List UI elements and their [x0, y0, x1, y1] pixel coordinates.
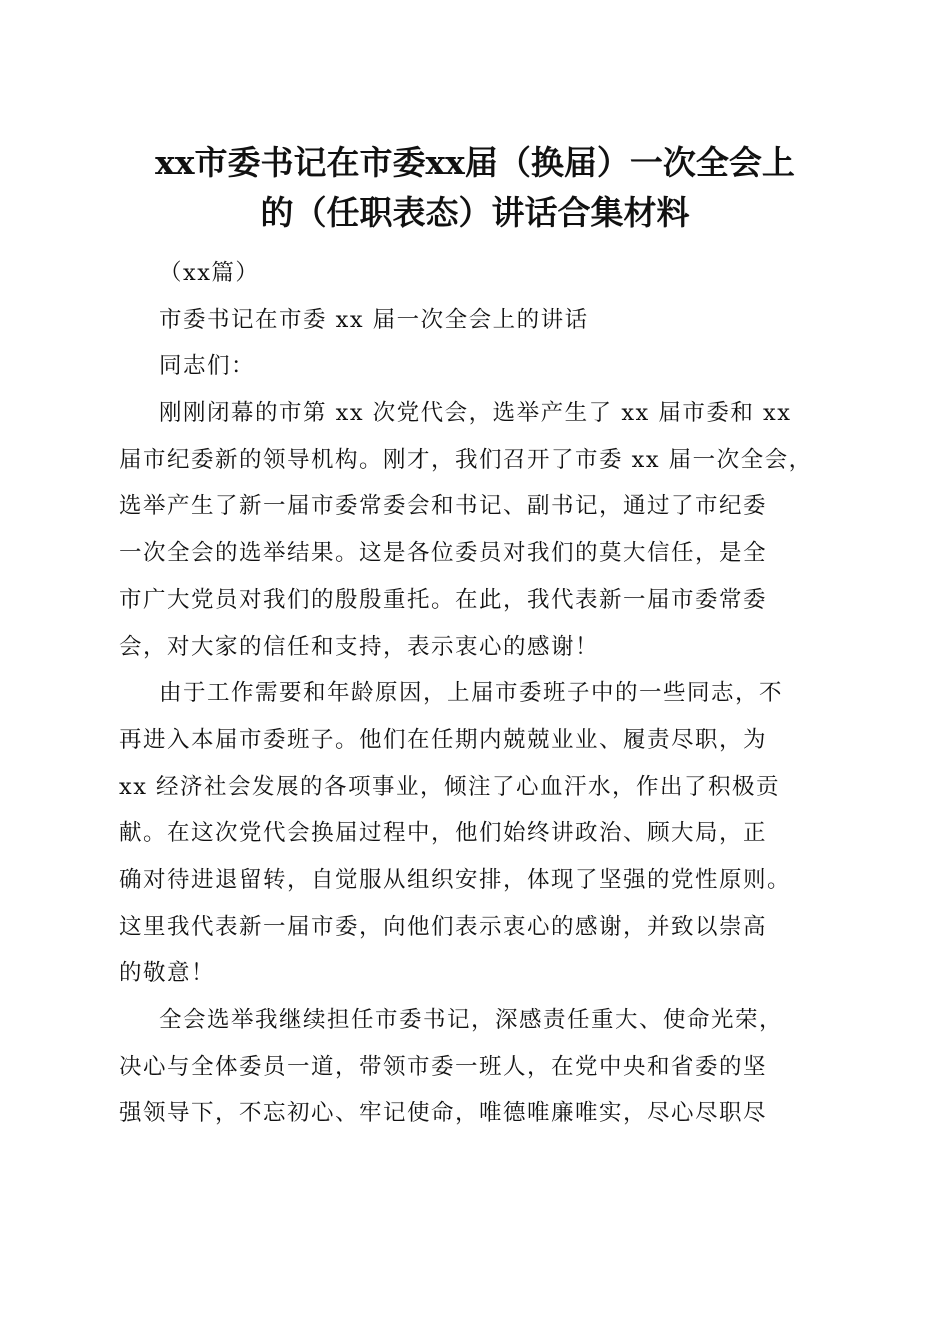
- paragraph-2-line: 献。在这次党代会换届过程中，他们始终讲政治、顾大局，正: [119, 820, 768, 847]
- paragraph-3-line: 决心与全体委员一道，带领市委一班人，在党中央和省委的坚: [119, 1053, 768, 1080]
- paragraph-1-line: 选举产生了新一届市委常委会和书记、副书记，通过了市纪委: [119, 493, 768, 520]
- paragraph-3-line: 强领导下，不忘初心、牢记使命，唯德唯廉唯实，尽心尽职尽: [119, 1100, 768, 1127]
- paragraph-2-line: 由于工作需要和年龄原因，上届市委班子中的一些同志，不: [159, 680, 784, 707]
- paragraph-1-line: 届市纪委新的领导机构。刚才，我们召开了市委 xx 届一次全会，: [119, 446, 813, 473]
- salutation: 同志们：: [159, 353, 256, 380]
- title-line-1: xx市委书记在市委xx届（换届）一次全会上: [155, 143, 795, 182]
- paragraph-1-line: 刚刚闭幕的市第 xx 次党代会，选举产生了 xx 届市委和 xx: [159, 400, 792, 427]
- paragraph-2-line: 确对待进退留转，自觉服从组织安排，体现了坚强的党性原则。: [119, 866, 792, 893]
- paragraph-2-line: 这里我代表新一届市委，向他们表示衷心的感谢，并致以崇高: [119, 913, 768, 940]
- document-body: [119, 250, 834, 1137]
- paragraph-1-line: 一次全会的选举结果。这是各位委员对我们的莫大信任，是全: [119, 540, 768, 567]
- paragraph-2-line: 的敬意！: [119, 960, 216, 987]
- paragraph-1-line: 会，对大家的信任和支持，表示衷心的感谢！: [119, 633, 600, 660]
- paragraph-2-line: xx 经济社会发展的各项事业，倾注了心血汗水，作出了积极贡: [119, 773, 781, 800]
- chapter-label: （xx篇）: [159, 260, 260, 286]
- title-line-2: 的（任职表态）讲话合集材料: [260, 193, 690, 232]
- paragraph-3-line: 全会选举我继续担任市委书记，深感责任重大、使命光荣，: [159, 1007, 784, 1033]
- document-title: [110, 138, 840, 238]
- paragraph-1-line: 市广大党员对我们的殷殷重托。在此，我代表新一届市委常委: [119, 586, 768, 613]
- speech-heading: 市委书记在市委 xx 届一次全会上的讲话: [159, 306, 589, 333]
- paragraph-2-line: 再进入本届市委班子。他们在任期内兢兢业业、履责尽职，为: [119, 726, 768, 753]
